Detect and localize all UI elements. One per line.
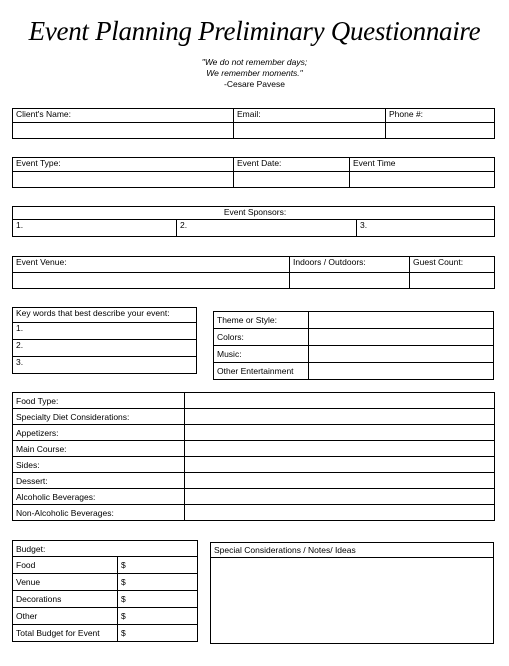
- keyword-field-1[interactable]: [13, 323, 197, 340]
- sponsor-number-1: 1.: [16, 220, 24, 230]
- theme-table: [213, 311, 494, 380]
- event-type-label: Event Type:: [13, 158, 234, 172]
- budget-food-field[interactable]: [118, 557, 198, 574]
- sponsors-table: [12, 206, 495, 237]
- alcoholic-field[interactable]: [185, 489, 495, 505]
- event-time-field[interactable]: [350, 172, 495, 188]
- sponsor-field-1[interactable]: [13, 220, 177, 237]
- currency-symbol: $: [121, 628, 126, 638]
- sponsors-header: Event Sponsors:: [13, 207, 495, 220]
- main-course-label: Main Course:: [13, 441, 185, 457]
- email-label: Email:: [234, 109, 386, 123]
- dessert-field[interactable]: [185, 473, 495, 489]
- event-type-field[interactable]: [13, 172, 234, 188]
- budget-venue-label: Venue: [13, 574, 118, 591]
- phone-field[interactable]: [386, 123, 495, 139]
- budget-other-label: Other: [13, 608, 118, 625]
- quote-line-2: We remember moments.": [206, 68, 303, 78]
- currency-symbol: $: [121, 594, 126, 604]
- budget-decorations-label: Decorations: [13, 591, 118, 608]
- main-course-field[interactable]: [185, 441, 495, 457]
- music-label: Music:: [214, 346, 309, 363]
- budget-total-field[interactable]: [118, 625, 198, 642]
- keyword-field-3[interactable]: [13, 357, 197, 374]
- budget-other-field[interactable]: [118, 608, 198, 625]
- indoors-outdoors-field[interactable]: [290, 273, 410, 289]
- quote-line-1: "We do not remember days;: [201, 57, 308, 67]
- phone-label: Phone #:: [386, 109, 495, 123]
- currency-symbol: $: [121, 611, 126, 621]
- sponsor-number-3: 3.: [360, 220, 368, 230]
- appetizers-field[interactable]: [185, 425, 495, 441]
- page-title: Event Planning Preliminary Questionnaire: [28, 16, 481, 46]
- keyword-number-2: 2.: [16, 340, 24, 350]
- budget-food-label: Food: [13, 557, 118, 574]
- keyword-number-3: 3.: [16, 357, 24, 367]
- guest-count-label: Guest Count:: [410, 257, 495, 273]
- keywords-header: Key words that best describe your event:: [13, 308, 197, 323]
- food-type-label: Food Type:: [13, 393, 185, 409]
- music-field[interactable]: [309, 346, 494, 363]
- event-table: [12, 157, 495, 188]
- event-time-label: Event Time: [350, 158, 495, 172]
- theme-field[interactable]: [309, 312, 494, 329]
- client-table: [12, 108, 495, 139]
- venue-label: Event Venue:: [13, 257, 290, 273]
- notes-table: [210, 542, 494, 644]
- budget-table: [12, 540, 198, 642]
- entertainment-field[interactable]: [309, 363, 494, 380]
- keyword-number-1: 1.: [16, 323, 24, 333]
- venue-table: [12, 256, 495, 289]
- non-alcoholic-field[interactable]: [185, 505, 495, 521]
- sides-label: Sides:: [13, 457, 185, 473]
- guest-count-field[interactable]: [410, 273, 495, 289]
- currency-symbol: $: [121, 560, 126, 570]
- food-table: [12, 392, 495, 521]
- keywords-table: [12, 307, 197, 374]
- budget-total-label: Total Budget for Event: [13, 625, 118, 642]
- diet-field[interactable]: [185, 409, 495, 425]
- quote-block: [0, 57, 509, 90]
- notes-header: Special Considerations / Notes/ Ideas: [211, 543, 494, 558]
- budget-venue-field[interactable]: [118, 574, 198, 591]
- client-name-field[interactable]: [13, 123, 234, 139]
- event-date-field[interactable]: [234, 172, 350, 188]
- client-name-label: Client's Name:: [13, 109, 234, 123]
- colors-label: Colors:: [214, 329, 309, 346]
- diet-label: Specialty Diet Considerations:: [13, 409, 185, 425]
- venue-field[interactable]: [13, 273, 290, 289]
- event-date-label: Event Date:: [234, 158, 350, 172]
- quote-author: -Cesare Pavese: [224, 79, 285, 89]
- dessert-label: Dessert:: [13, 473, 185, 489]
- theme-label: Theme or Style:: [214, 312, 309, 329]
- sponsor-field-2[interactable]: [177, 220, 357, 237]
- sponsor-field-3[interactable]: [357, 220, 495, 237]
- food-type-field[interactable]: [185, 393, 495, 409]
- email-field[interactable]: [234, 123, 386, 139]
- sponsor-number-2: 2.: [180, 220, 188, 230]
- appetizers-label: Appetizers:: [13, 425, 185, 441]
- keyword-field-2[interactable]: [13, 340, 197, 357]
- colors-field[interactable]: [309, 329, 494, 346]
- non-alcoholic-label: Non-Alcoholic Beverages:: [13, 505, 185, 521]
- indoors-outdoors-label: Indoors / Outdoors:: [290, 257, 410, 273]
- currency-symbol: $: [121, 577, 126, 587]
- sides-field[interactable]: [185, 457, 495, 473]
- budget-header: Budget:: [13, 541, 198, 557]
- budget-decorations-field[interactable]: [118, 591, 198, 608]
- entertainment-label: Other Entertainment: [214, 363, 309, 380]
- notes-field[interactable]: [211, 558, 494, 644]
- alcoholic-label: Alcoholic Beverages:: [13, 489, 185, 505]
